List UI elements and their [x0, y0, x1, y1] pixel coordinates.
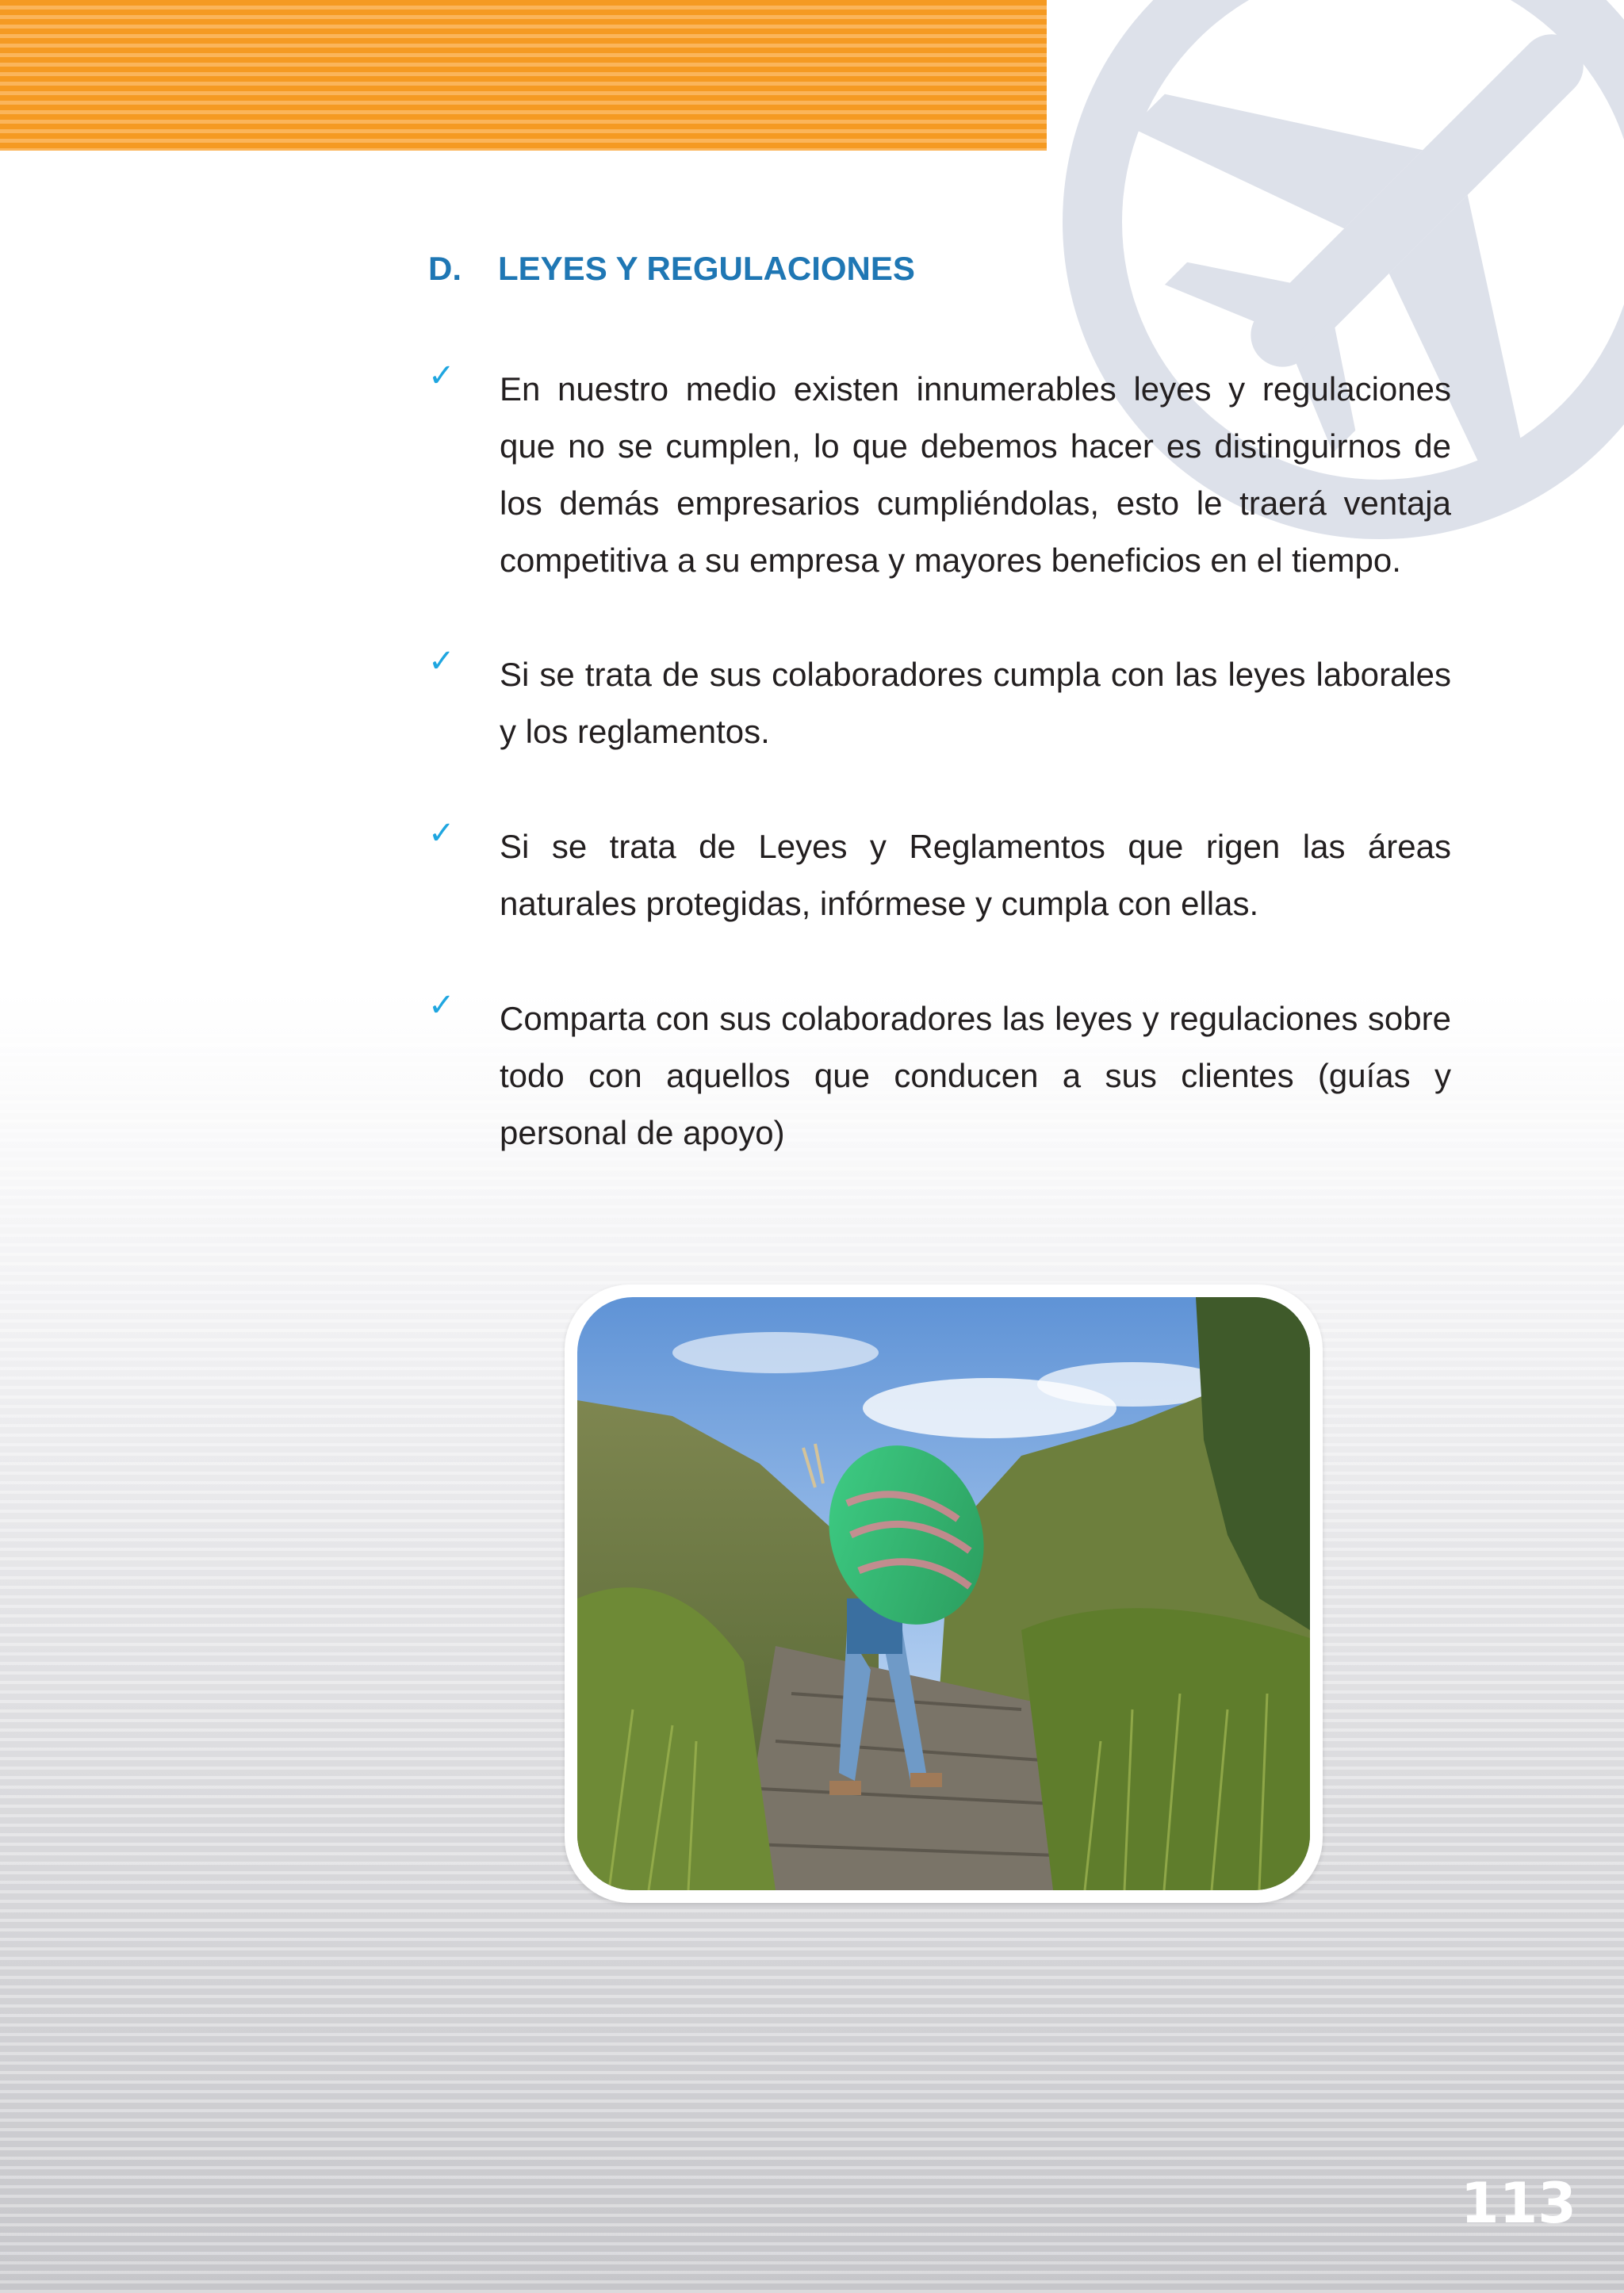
list-item-text: En nuestro medio existen innumerables leyes y regulaciones que no se cumplen, lo que debemos hacer es distinguirnos de los demás empresarios cumpliéndolas, esto le traerá ventaja competitiva a su empresa y mayores beneficios en el tiempo.: [500, 370, 1451, 579]
list-item-text: Comparta con sus colaboradores las leyes y regulaciones sobre todo con aquellos que conducen a sus clientes (guías y personal de apoyo): [500, 1000, 1451, 1151]
section-title: LEYES Y REGULACIONES: [498, 250, 915, 287]
checkmark-icon: ✓: [428, 987, 455, 1024]
photo-frame: [565, 1284, 1323, 1903]
section-heading: [428, 250, 915, 288]
list-item-text: Si se trata de sus colaboradores cumpla con las leyes laborales y los reglamentos.: [500, 656, 1451, 750]
checkmark-icon: ✓: [428, 815, 455, 852]
list-item-text: Si se trata de Leyes y Reglamentos que rigen las áreas naturales protegidas, infórmese y cumpla con ellas.: [500, 828, 1451, 922]
checkmark-icon: ✓: [428, 358, 455, 394]
section-letter: D.: [428, 250, 462, 287]
checkmark-icon: ✓: [428, 643, 455, 679]
page-number: 113: [1460, 2171, 1576, 2236]
porter-on-trail-photo: [577, 1297, 1310, 1890]
orange-header-band: [0, 0, 1047, 151]
